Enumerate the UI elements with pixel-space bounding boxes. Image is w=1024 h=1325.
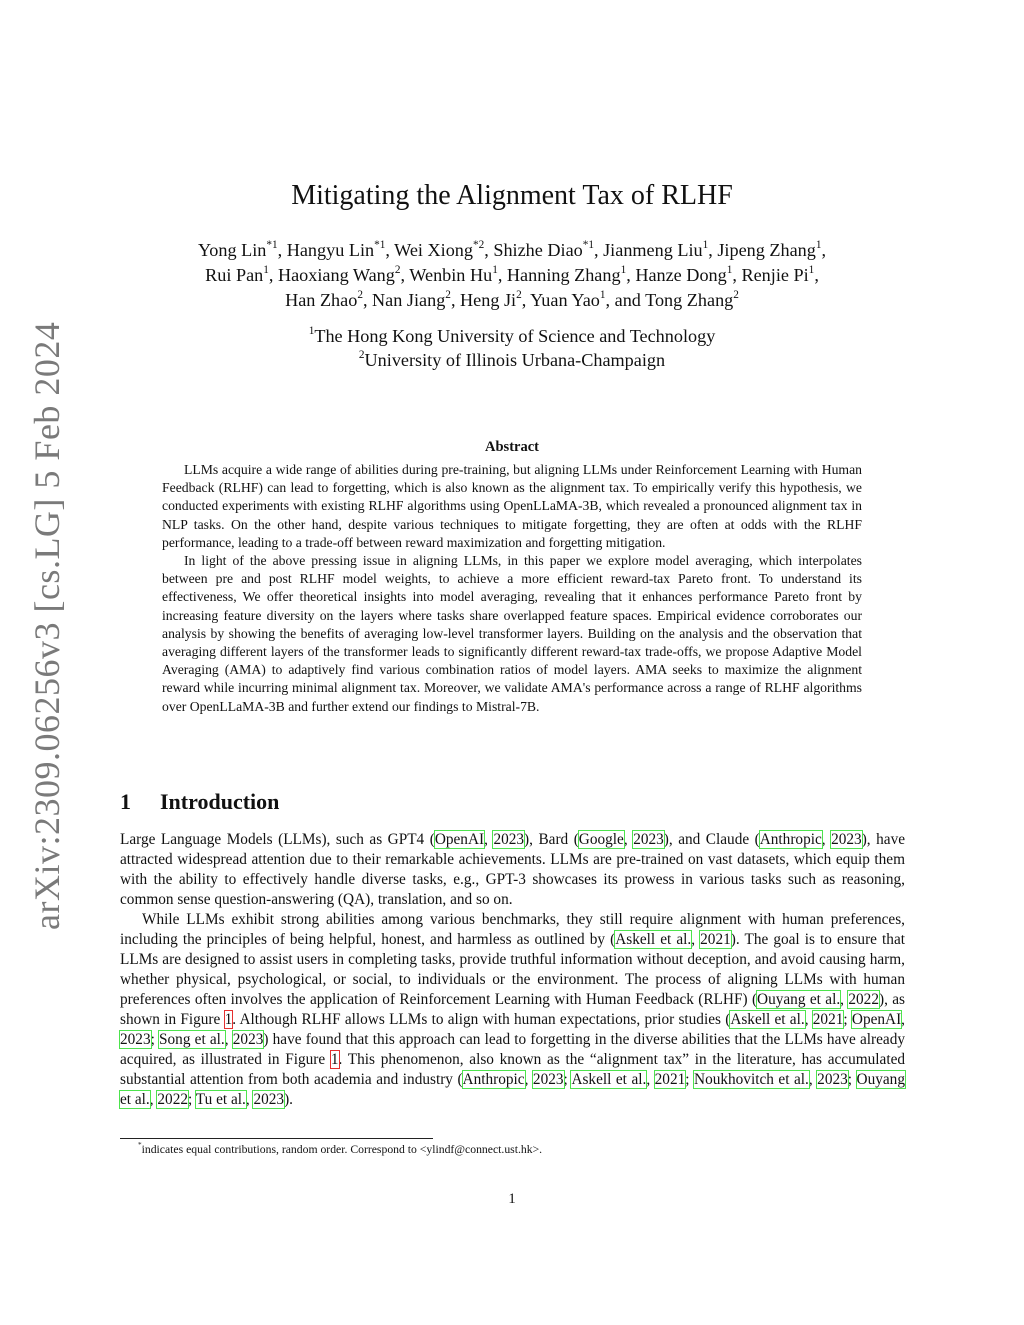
arxiv-identifier-stamp: arXiv:2309.06256v3 [cs.LG] 5 Feb 2024 — [27, 321, 67, 930]
citation-year-link[interactable]: 2021 — [654, 1071, 686, 1088]
affiliation-mark: 1 — [702, 238, 709, 251]
author-list: Yong Lin$^{*1}$, Hangyu Lin$^{*1}$, Wei Xiong$^{*2}$, Shizhe Diao$^{*1}$, Jianmeng Liu$^1$, Jipeng Zhang$^1$, Rui Pan$^1$, Haoxiang Wang$^2$, Wenbin Hu$^1$, Hanning Zhang$^1$, Hanze Dong$^1$, Renjie Pi$^1$, Han Zhao$^2$, Nan Jiang$^2$, Heng Ji$^2$, Yuan Yao$^1$, and Tong Zhang$^2$ — [197, 238, 827, 310]
abstract-heading: Abstract — [485, 439, 539, 455]
author — [278, 265, 401, 285]
abstract-paragraph: In light of the above pressing issue in aligning LLMs, in this paper we explore model averaging, which interpolates between pre and post RLHF model weights, to achieve a more efficient reward-tax Pareto front. To understand its effectiveness, We offer theoretical insights into model averaging, revealing that it enhances performance Pareto front by increasing feature diversity on the layers where tasks share overlapped feature spaces. Empirical evidence corroborates our analysis by showing the benefits of averaging low-level transformer layers. Building on the analysis and the observation that averaging different layers of the transformer leads to significantly different reward-tax trade-offs, we propose Adaptive Model Averaging (AMA) to adaptively find various combination ratios of model layers. AMA seeks to maximize the alignment reward while incurring minimal alignment tax. Moreover, we validate AMA's performance across a range of RLHF algorithms over OpenLLaMA-3B and further extend our findings to Mistral-7B. — [162, 553, 862, 714]
affiliation-mark: 2 — [445, 288, 451, 301]
author — [409, 265, 498, 285]
author-name: Haoxiang Wang — [277, 265, 395, 285]
affiliation-mark: 2 — [516, 288, 522, 301]
citation-year-link[interactable]: 2023 — [253, 1091, 285, 1108]
author-name: Yuan Yao — [530, 290, 600, 310]
author — [372, 290, 451, 310]
citation-link[interactable]: Anthropic — [759, 831, 822, 848]
author — [394, 240, 484, 260]
author-name: Nan Jiang — [372, 290, 446, 310]
author-name: Wenbin Hu — [409, 265, 493, 285]
intro-paragraph: While LLMs exhibit strong abilities among various benchmarks, they still require alignment with human preferences, including the principles of being helpful, honest, and harmless as outlined by (Askell et al., 2021). The goal is to ensure that LLMs are designed to assist users in completing tasks, provide truthful information without deception, and avoid causing harm, whether physical, psychological, or social, to individuals or the environment. The process of aligning LLMs with human preferences often involves the application of Reinforcement Learning with Human Feedback (RLHF) (Ouyang et al., 2022), as shown in Figure 1. Although RLHF allows LLMs to align with human expectations, prior studies (Askell et al., 2021; OpenAI, 2023; Song et al., 2023) have found that this approach can lead to forgetting in the diverse abilities that the LLMs have already acquired, as illustrated in Figure 1. This phenomenon, also known as the “alignment tax” in the literature, has accumulated substantial attention from both academia and industry (Anthropic, 2023; Askell et al., 2021; Noukhovitch et al., 2023; Ouyang et al., 2022; Tu et al., 2023). — [120, 911, 906, 1108]
citation-year-link[interactable]: 2023 — [831, 831, 862, 848]
author — [198, 240, 278, 260]
section-heading — [120, 789, 279, 815]
footnote-text: indicates equal contributions, random order. Correspond to <ylindf@connect.ust.hk>. — [141, 1143, 543, 1156]
author-name: Hangyu Lin — [286, 240, 375, 260]
author — [285, 290, 363, 310]
citation-year-link[interactable]: 2022 — [848, 991, 879, 1008]
page-number: 1 — [508, 1191, 516, 1207]
affiliation-mark: 2 — [358, 348, 365, 361]
citation-link[interactable]: Askell et al. — [615, 931, 692, 948]
affiliation-mark: 1 — [808, 263, 815, 276]
author-name: Tong Zhang — [645, 290, 734, 310]
citation-link[interactable]: Noukhovitch et al. — [694, 1071, 809, 1088]
affiliation-mark: 1 — [815, 238, 822, 251]
citation-year-link[interactable]: 2023 — [120, 1031, 151, 1048]
author-name: Renjie Pi — [741, 265, 809, 285]
citation-link[interactable]: Anthropic — [462, 1071, 525, 1088]
citation-year-link[interactable]: 2023 — [232, 1031, 264, 1048]
citation-link[interactable]: Tu et al. — [195, 1091, 246, 1108]
citation-link[interactable]: OpenAI — [851, 1011, 902, 1028]
affiliation-list — [0, 324, 1024, 372]
author — [493, 240, 594, 260]
section-title: Introduction — [160, 789, 280, 814]
footnote-mark: * — [138, 1141, 142, 1150]
author-name: Jianmeng Liu — [603, 240, 703, 260]
author — [741, 265, 814, 285]
intro-paragraph: Large Language Models (LLMs), such as GPT4 (OpenAI, 2023), Bard (Google, 2023), and Claude (Anthropic, 2023), have attracted widespread attention due to their remarkable achievements. LLMs are pre-trained on vast datasets, which equip them with the ability to effectively handle diverse tasks, e.g., GPT-3 showcases its prowess in various tasks such as reasoning, common sense question-answering (QA), translation, and so on. — [120, 831, 906, 908]
citation-year-link[interactable]: 2023 — [817, 1071, 848, 1088]
citation-year-link[interactable]: 2021 — [812, 1011, 844, 1028]
affiliation-mark: 1 — [599, 288, 606, 301]
author-name: Hanze Dong — [635, 265, 727, 285]
author-name: Yong Lin — [197, 240, 267, 260]
author — [460, 290, 522, 310]
author-name: Han Zhao — [285, 290, 358, 310]
citation-link[interactable]: Google — [578, 831, 624, 848]
affiliation-mark: 1 — [263, 263, 269, 276]
affiliation-mark: 1 — [308, 324, 315, 337]
affiliation-mark: *2 — [472, 238, 485, 251]
author — [603, 240, 708, 260]
figure-reference-link[interactable]: 1 — [224, 1011, 233, 1028]
affiliation — [0, 324, 1024, 348]
author — [645, 290, 739, 310]
citation-link[interactable]: Askell et al. — [571, 1071, 647, 1088]
citation-link[interactable]: OpenAI — [434, 831, 485, 848]
affiliation-mark: *1 — [374, 238, 386, 251]
citation-year-link[interactable]: 2022 — [157, 1091, 188, 1108]
affiliation-name: The Hong Kong University of Science and Technology — [314, 326, 716, 346]
paper-title: Mitigating the Alignment Tax of RLHF — [291, 180, 733, 211]
abstract-paragraph: LLMs acquire a wide range of abilities during pre-training, but aligning LLMs under Reinforcement Learning with Human Feedback (RLHF) can lead to forgetting, which is also known as the alignment tax. To empirically verify this hypothesis, we conducted experiments with existing RLHF algorithms using OpenLLaMA-3B, which revealed a pronounced alignment tax in NLP tasks. On the other hand, despite various techniques to mitigate forgetting, they are often at odds with the RLHF performance, leading to a trade-off between reward maximization and forgetting mitigation. — [162, 462, 862, 550]
affiliation-mark: 2 — [733, 288, 739, 301]
author-name: Jipeng Zhang — [717, 240, 816, 260]
citation-year-link[interactable]: 2021 — [700, 931, 731, 948]
abstract-body — [162, 461, 862, 716]
citation-year-link[interactable]: 2023 — [493, 831, 525, 848]
affiliation-mark: 2 — [357, 288, 363, 301]
affiliation-mark: *1 — [582, 238, 595, 251]
citation-link[interactable]: Askell et al. — [730, 1011, 805, 1028]
affiliation — [0, 348, 1024, 372]
affiliation-mark: 1 — [620, 263, 627, 276]
author — [530, 290, 605, 310]
introduction-body — [120, 830, 905, 1110]
author-name: Rui Pan — [205, 265, 264, 285]
author — [717, 240, 821, 260]
citation-year-link[interactable]: 2023 — [532, 1071, 564, 1088]
author-name: Wei Xiong — [394, 240, 473, 260]
author — [287, 240, 386, 260]
author — [635, 265, 732, 285]
citation-link[interactable]: Song et al. — [159, 1031, 225, 1048]
affiliation-mark: 1 — [726, 263, 733, 276]
affiliation-mark: *1 — [266, 238, 278, 251]
figure-reference-link[interactable]: 1 — [330, 1051, 339, 1068]
affiliation-mark: 2 — [394, 263, 401, 276]
citation-year-link[interactable]: 2023 — [633, 831, 664, 848]
citation-link[interactable]: Ouyang et al. — [120, 1071, 905, 1108]
footnote-divider — [120, 1138, 433, 1139]
author-name: Shizhe Diao — [493, 240, 583, 260]
author — [205, 265, 269, 285]
author — [507, 265, 626, 285]
author-name: Heng Ji — [460, 290, 517, 310]
citation-link[interactable]: Ouyang et al. — [757, 991, 841, 1008]
affiliation-mark: 1 — [492, 263, 498, 276]
footnote — [138, 1142, 542, 1157]
author-name: Hanning Zhang — [506, 265, 621, 285]
section-number: 1 — [120, 789, 131, 814]
affiliation-name: University of Illinois Urbana-Champaign — [364, 350, 666, 370]
